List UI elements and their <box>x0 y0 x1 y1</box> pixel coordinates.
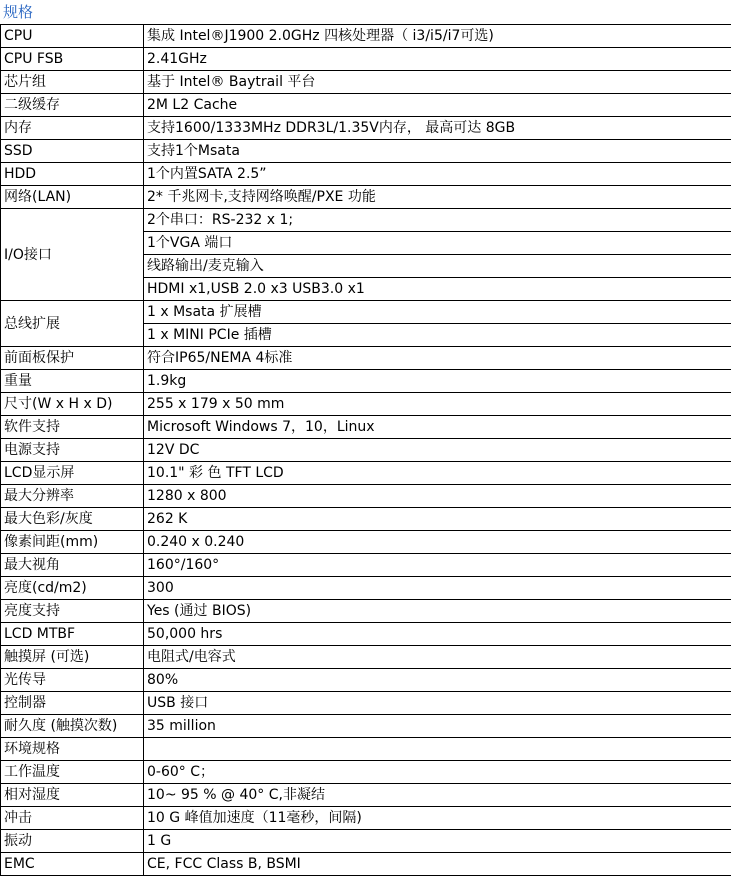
spec-label: 前面板保护 <box>1 347 144 370</box>
spec-value: 支持1600/1333MHz DDR3L/1.35V内存， 最高可达 8GB <box>144 117 731 140</box>
spec-label: CPU <box>1 25 144 48</box>
spec-label: 二级缓存 <box>1 94 144 117</box>
spec-label: 最大视角 <box>1 554 144 577</box>
table-row <box>1 301 731 324</box>
spec-value: 300 <box>144 577 731 600</box>
spec-label: 耐久度 (触摸次数) <box>1 715 144 738</box>
spec-value: 10 G 峰值加速度（11毫秒，间隔) <box>144 807 731 830</box>
table-row <box>1 485 731 508</box>
spec-value: 50,000 hrs <box>144 623 731 646</box>
spec-label: 最大分辨率 <box>1 485 144 508</box>
spec-value: 1 G <box>144 830 731 853</box>
spec-value: 262 K <box>144 508 731 531</box>
spec-label: 总线扩展 <box>1 301 144 347</box>
table-row <box>1 577 731 600</box>
spec-value: 1 x Msata 扩展槽 <box>144 301 731 324</box>
table-row <box>1 370 731 393</box>
spec-value: 12V DC <box>144 439 731 462</box>
table-row <box>1 646 731 669</box>
spec-value: 0.240 x 0.240 <box>144 531 731 554</box>
table-row <box>1 209 731 232</box>
spec-value: USB 接口 <box>144 692 731 715</box>
spec-value: 10~ 95 % @ 40° C,非凝结 <box>144 784 731 807</box>
spec-label: 触摸屏 (可选) <box>1 646 144 669</box>
spec-value: 35 million <box>144 715 731 738</box>
spec-value: 1 x MINI PCIe 插槽 <box>144 324 731 347</box>
spec-label: 相对湿度 <box>1 784 144 807</box>
spec-value: 160°/160° <box>144 554 731 577</box>
table-row <box>1 715 731 738</box>
spec-label: HDD <box>1 163 144 186</box>
spec-label: 重量 <box>1 370 144 393</box>
spec-label: 控制器 <box>1 692 144 715</box>
spec-value: 集成 Intel®J1900 2.0GHz 四核处理器（ i3/i5/i7可选) <box>144 25 731 48</box>
spec-value: 符合IP65/NEMA 4标准 <box>144 347 731 370</box>
table-row <box>1 600 731 623</box>
table-row <box>1 554 731 577</box>
spec-value: 2* 千兆网卡,支持网络唤醒/PXE 功能 <box>144 186 731 209</box>
spec-value: Yes (通过 BIOS) <box>144 600 731 623</box>
spec-label: 内存 <box>1 117 144 140</box>
page-title: 规格 <box>3 0 33 24</box>
spec-value: 基于 Intel® Baytrail 平台 <box>144 71 731 94</box>
table-row <box>1 784 731 807</box>
table-row <box>1 94 731 117</box>
spec-value: Microsoft Windows 7，10，Linux <box>144 416 731 439</box>
table-row <box>1 738 731 761</box>
table-row <box>1 761 731 784</box>
spec-value: 2个串口：RS-232 x 1; <box>144 209 731 232</box>
table-row <box>1 853 731 876</box>
table-row <box>1 186 731 209</box>
table-row <box>1 439 731 462</box>
spec-label: I/O接口 <box>1 209 144 301</box>
table-row <box>1 393 731 416</box>
spec-label: SSD <box>1 140 144 163</box>
spec-value: 2.41GHz <box>144 48 731 71</box>
table-row <box>1 48 731 71</box>
spec-value: 1个VGA 端口 <box>144 232 731 255</box>
spec-value: 0-60° C； <box>144 761 731 784</box>
spec-value: 1.9kg <box>144 370 731 393</box>
spec-label: LCD MTBF <box>1 623 144 646</box>
spec-table <box>0 24 731 876</box>
spec-value: 255 x 179 x 50 mm <box>144 393 731 416</box>
spec-value: 线路输出/麦克输入 <box>144 255 731 278</box>
spec-value: 10.1" 彩 色 TFT LCD <box>144 462 731 485</box>
spec-value: 1280 x 800 <box>144 485 731 508</box>
table-row <box>1 669 731 692</box>
spec-label: 芯片组 <box>1 71 144 94</box>
spec-label: 尺寸(W x H x D) <box>1 393 144 416</box>
spec-label: 冲击 <box>1 807 144 830</box>
spec-label: 光传导 <box>1 669 144 692</box>
table-row <box>1 163 731 186</box>
spec-label: 工作温度 <box>1 761 144 784</box>
table-row <box>1 140 731 163</box>
spec-value: 2M L2 Cache <box>144 94 731 117</box>
spec-label: 软件支持 <box>1 416 144 439</box>
spec-label: 亮度支持 <box>1 600 144 623</box>
spec-label: EMC <box>1 853 144 876</box>
spec-value: 80% <box>144 669 731 692</box>
table-row <box>1 531 731 554</box>
table-row <box>1 416 731 439</box>
table-row <box>1 25 731 48</box>
spec-label: CPU FSB <box>1 48 144 71</box>
table-row <box>1 462 731 485</box>
table-row <box>1 347 731 370</box>
spec-label: LCD显示屏 <box>1 462 144 485</box>
spec-value: CE, FCC Class B, BSMI <box>144 853 731 876</box>
table-row <box>1 692 731 715</box>
spec-label: 电源支持 <box>1 439 144 462</box>
table-row <box>1 623 731 646</box>
table-row <box>1 117 731 140</box>
spec-value: 电阻式/电容式 <box>144 646 731 669</box>
table-row <box>1 508 731 531</box>
table-row <box>1 807 731 830</box>
spec-value <box>144 738 731 761</box>
spec-label: 振动 <box>1 830 144 853</box>
spec-label: 亮度(cd/m2) <box>1 577 144 600</box>
table-row <box>1 830 731 853</box>
spec-value: 1个内置SATA 2.5” <box>144 163 731 186</box>
spec-table-body <box>1 25 731 876</box>
spec-value: HDMI x1,USB 2.0 x3 USB3.0 x1 <box>144 278 731 301</box>
spec-value: 支持1个Msata <box>144 140 731 163</box>
table-row <box>1 71 731 94</box>
spec-label: 网络(LAN) <box>1 186 144 209</box>
spec-label: 最大色彩/灰度 <box>1 508 144 531</box>
spec-label: 像素间距(mm) <box>1 531 144 554</box>
spec-label: 环境规格 <box>1 738 144 761</box>
